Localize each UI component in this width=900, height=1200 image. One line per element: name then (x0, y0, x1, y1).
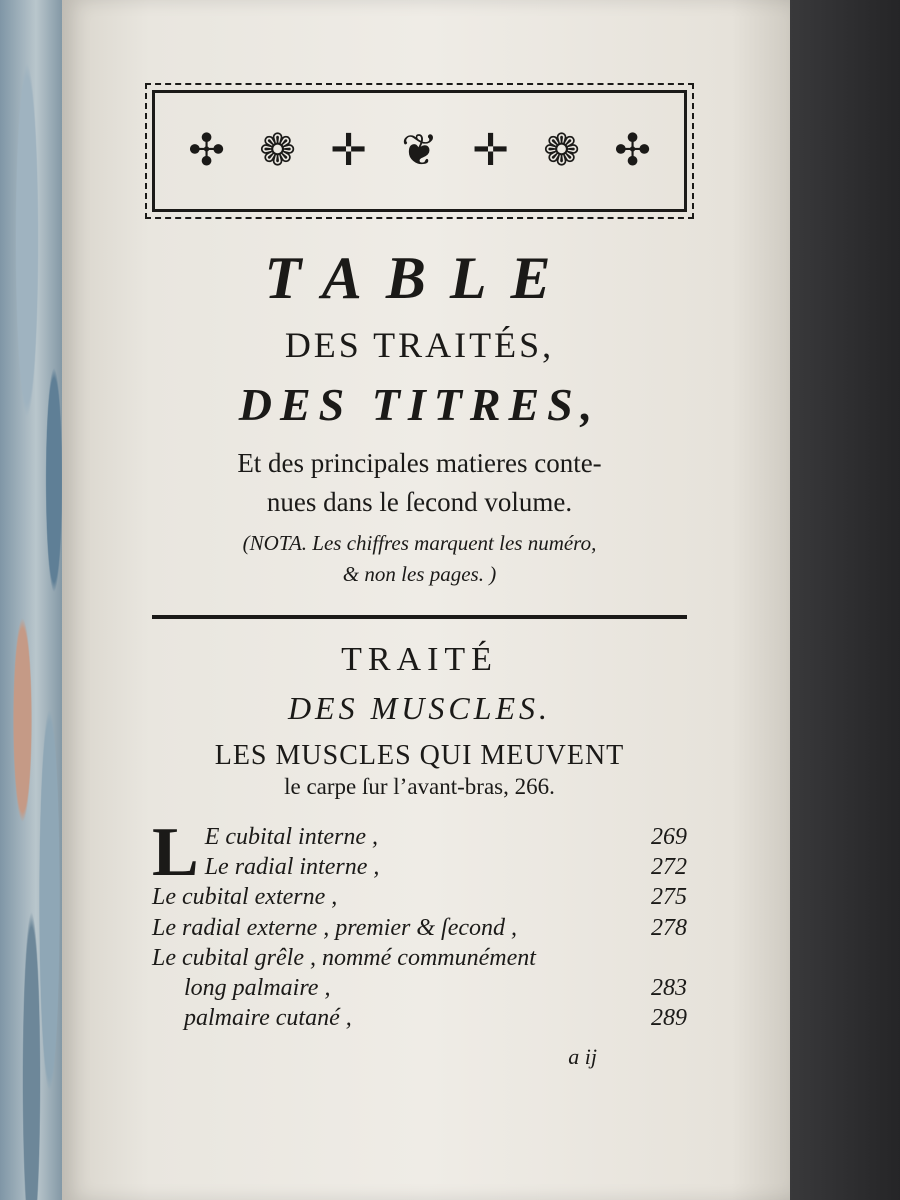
list-item (152, 913, 687, 943)
rosette-icon: ❁ (259, 126, 296, 175)
list-item (152, 882, 687, 912)
title-line-3: DES TITRES, (238, 378, 601, 430)
entry-label: E cubital interne , (204, 823, 378, 850)
book-page (62, 0, 790, 1200)
cross-icon: ✛ (472, 126, 509, 175)
entry-number: 283 (651, 975, 687, 1002)
list-item (205, 822, 687, 852)
signature-mark: a ij (568, 1043, 597, 1069)
entry-label: Le cubital externe , (152, 884, 338, 911)
drop-cap: L (152, 813, 199, 891)
group-title: LES MUSCLES QUI MEUVENT (214, 739, 625, 771)
entry-number: 269 (651, 823, 687, 850)
page-title: TABLE (264, 245, 575, 311)
entry-label: long palmaire , (184, 975, 331, 1002)
fleuron-icon: ✣ (614, 126, 651, 175)
entry-list (152, 813, 687, 1034)
section-subtitle: DES MUSCLES. (287, 689, 552, 726)
nota-line-2: & non les pages. ) (342, 561, 497, 586)
section-title: TRAITÉ (341, 641, 498, 679)
header-ornament (152, 90, 687, 212)
page-content (152, 90, 687, 1070)
entry-label: palmaire cutané , (184, 1005, 352, 1032)
rosette-icon: ❁ (543, 126, 580, 175)
entry-number: 278 (651, 914, 687, 941)
list-item (152, 973, 687, 1003)
nota-line-1: (NOTA. Les chiffres marquent les numéro, (242, 531, 597, 556)
list-item (152, 943, 687, 973)
group-subtitle: le carpe ſur l’avant-bras, 266. (284, 773, 555, 799)
entry-label: Le radial interne , (204, 854, 380, 881)
nota (152, 528, 687, 589)
entry-number: 275 (651, 884, 687, 911)
leaf-icon: ❦ (401, 126, 438, 175)
entry-label: Le cubital grêle , nommé communément (152, 944, 536, 971)
subtitle-line-2: nues dans le ſecond volume. (266, 487, 573, 518)
entry-number: 272 (651, 854, 687, 881)
list-item (205, 852, 687, 882)
cross-icon: ✛ (330, 126, 367, 175)
title-line-2: DES TRAITÉS, (284, 325, 555, 365)
background-right (785, 0, 900, 1200)
entry-number: 289 (651, 1005, 687, 1032)
list-item (152, 1003, 687, 1033)
subtitle-line-1: Et des principales matieres conte- (237, 448, 602, 479)
subtitle (152, 444, 687, 522)
divider-rule (152, 615, 687, 619)
fleuron-icon: ✣ (188, 126, 225, 175)
entry-label: Le radial externe , premier & ſecond , (152, 914, 518, 941)
